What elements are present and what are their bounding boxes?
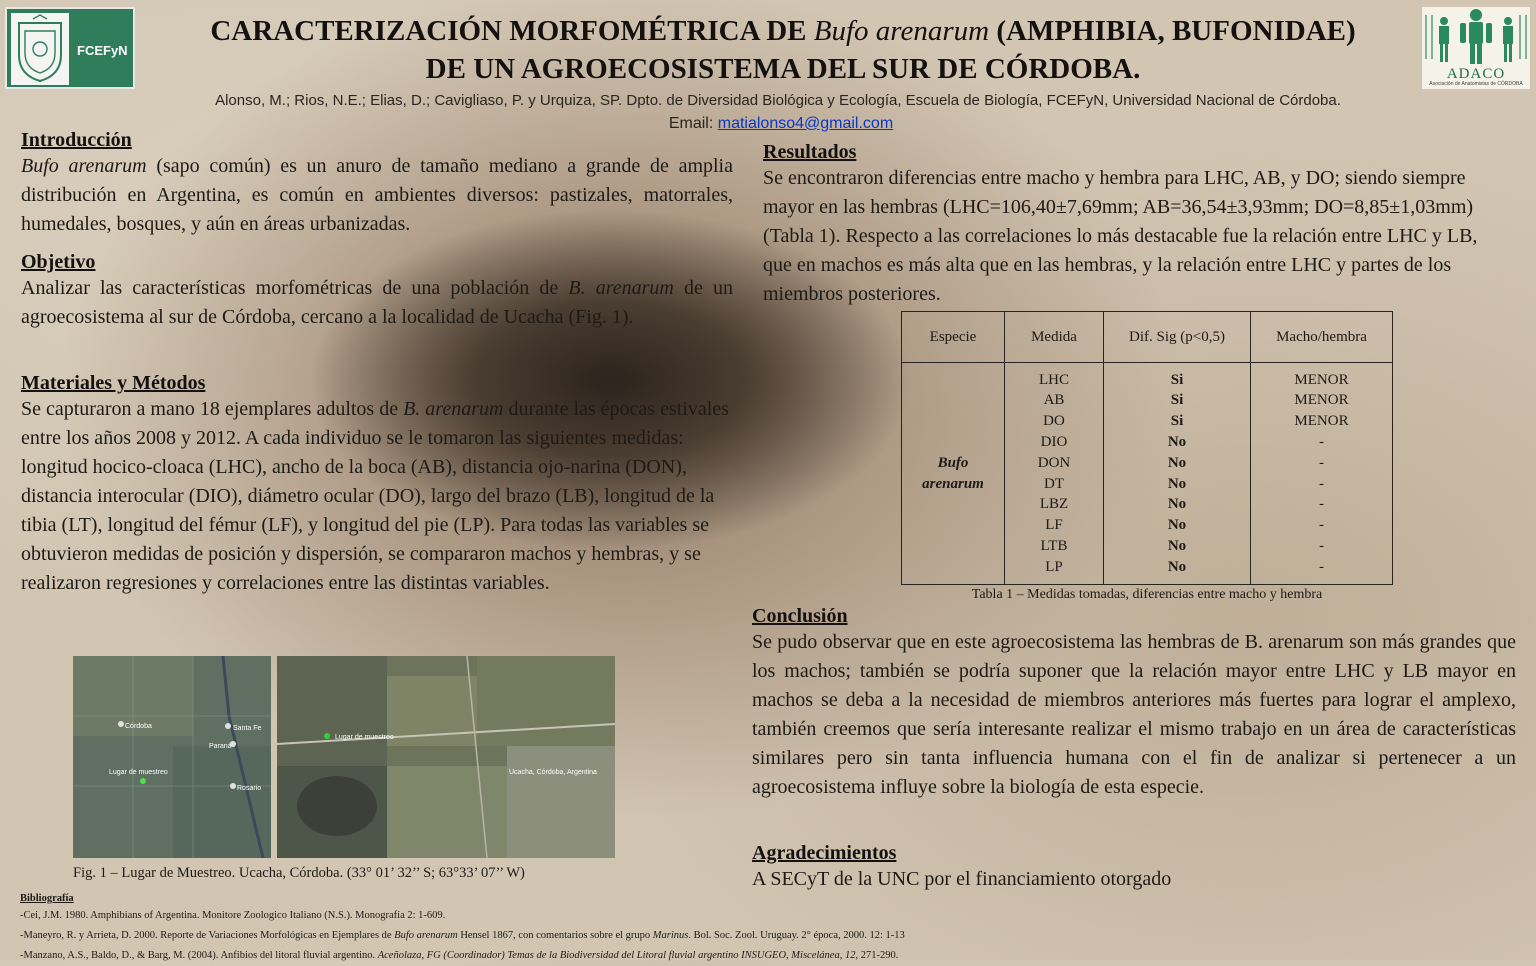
table-caption: Tabla 1 – Medidas tomadas, diferencias entre macho y hembra — [971, 587, 1323, 602]
section-bibliografia — [20, 892, 1270, 966]
heading-bibliografia: Bibliografía — [20, 893, 74, 904]
macho-hembra-column: MENOR MENOR MENOR - - - - - - - — [1251, 363, 1393, 585]
section-objetivo — [21, 250, 733, 332]
reference-1: -Cei, J.M. 1980. Amphibians of Argentina. Monitore Zoologico Italiano (N.S.). Monografía 2: 1-609. — [20, 910, 446, 921]
contact-email: Email: matialonso4@gmail.com — [668, 115, 894, 132]
heading-resultados: Resultados — [763, 141, 857, 163]
heading-conclusion: Conclusión — [752, 605, 848, 627]
intro-text: Bufo arenarum (sapo común) es un anuro de tamaño mediano a grande de amplia distribución en Argentina, es común en ambientes diversos: pastizales, matorrales, humedales, bosques, y aún en áreas urbanizadas. — [21, 155, 733, 235]
adaco-logo-subtitle: Asociación de Anatomistas de CÓRDOBA — [1429, 81, 1523, 87]
table-header: Macho/hembra — [1251, 312, 1393, 363]
heading-introduccion: Introducción — [21, 129, 132, 151]
map-label-rosario: Rosario — [237, 785, 262, 792]
species-cell: Bufo arenarum — [902, 363, 1005, 585]
reference-3: -Manzano, A.S., Baldo, D., & Barg, M. (2004). Anfibios del litoral fluvial argentino. Aceñolaza, FG (Coordinador) Temas de la Biodiversidad del Litoral fluvial argentino INSUGEO, Miscelánea, 12, 271-290. — [20, 950, 899, 961]
materiales-text: Se capturaron a mano 18 ejemplares adultos de B. arenarum durante las épocas estivales entre los años 2008 y 2012. A cada individuo se le tomaron las siguientes medidas: longitud hocico-cloaca (LHC), ancho de la boca (AB), distancia ojo-narina (DON), distancia interocular (DIO), diámetro ocular (DO), largo del brazo (LB), longitud de la tibia (LT), longitud del fémur (LF), y longitud del pie (LP). Para todas las variables se obtuvieron medidas de posición y dispersión, se compararon machos y hembras, y se realizaron regresiones y correlaciones entre las distintas variables. — [21, 398, 729, 594]
map-label-lugar-muestreo: Lugar de muestreo — [109, 769, 168, 776]
reference-2: -Maneyro, R. y Arrieta, D. 2000. Reporte de Variaciones Morfológicas en Ejemplares de Bufo arenarum Hensel 1867, con comentarios sobre el grupo Marinus. Bol. Soc. Zool. Uruguay. 2° época, 2000. 12: 1-13 — [20, 930, 905, 941]
table-header: Medida — [1005, 312, 1104, 363]
dif-sig-column: Si Si Si No No No No No No No — [1104, 363, 1251, 585]
heading-agradecimientos: Agradecimientos — [752, 842, 897, 864]
results-table — [901, 311, 1393, 585]
section-conclusion — [752, 604, 1516, 802]
title-line-1: CARACTERIZACIÓN MORFOMÉTRICA DE Bufo arenarum (AMPHIBIA, BUFONIDAE) — [210, 15, 1356, 47]
adaco-logo — [1422, 7, 1530, 89]
conclusion-text: Se pudo observar que en este agroecosistema las hembras de B. arenarum son más grandes que los machos; también se podría suponer que la relación mayor entre LHC y LB mayor en machos se deba a la necesidad de miembros anteriores más fuertes para lograr el amplexo, también creemos que sería interesante realizar el mismo trabajo en un área de características similares pero sin tanta influencia humana con el fin de analizar si pertenecer a un agroecosistema influye sobre la biología de esta especie. — [752, 631, 1516, 798]
map-label-santa-fe: Santa Fe — [233, 725, 262, 732]
table-header: Especie — [902, 312, 1005, 363]
section-resultados — [763, 140, 1503, 309]
authors-affiliation: Alonso, M.; Rios, N.E.; Elias, D.; Cavigliaso, P. y Urquiza, SP. Dpto. de Diversidad Biológica y Ecología, Escuela de Biología, FCEFyN, Universidad Nacional de Córdoba. — [215, 92, 1341, 109]
map-label-cordoba: Córdoba — [125, 723, 152, 730]
table-header: Dif. Sig (p<0,5) — [1104, 312, 1251, 363]
table-header-row — [902, 312, 1393, 363]
section-introduccion — [21, 128, 733, 239]
title-line-2: DE UN AGROECOSISTEMA DEL SUR DE CÓRDOBA. — [425, 53, 1141, 85]
figure-caption: Fig. 1 – Lugar de Muestreo. Ucacha, Córdoba. (33° 01’ 32’’ S; 63°33’ 07’’ W) — [73, 865, 525, 881]
map-label-ucacha: Ucacha, Córdoba, Argentina — [509, 769, 597, 776]
fcefyn-logo — [5, 7, 135, 89]
anatomy-figures-icon — [1422, 7, 1530, 67]
email-link[interactable]: matialonso4@gmail.com — [717, 115, 894, 132]
local-satellite-map — [277, 656, 615, 858]
title-species: Bufo arenarum — [813, 15, 990, 47]
resultados-text: Se encontraron diferencias entre macho y hembra para LHC, AB, y DO; siendo siempre mayor en las hembras (LHC=106,40±7,69mm; AB=36,54±3,93mm; DO=8,85±1,03mm) (Tabla 1). Respecto a las correlaciones lo más destacable fue la relación entre LHC y LB, que en machos es más alta que en las hembras, y la relación entre LHC y partes de los miembros posteriores. — [763, 167, 1478, 305]
fcefyn-logo-text: FCEFyN — [77, 43, 128, 58]
heading-materiales-metodos: Materiales y Métodos — [21, 372, 206, 394]
poster-title — [140, 12, 1426, 88]
section-materiales-metodos — [21, 371, 733, 598]
heading-objetivo: Objetivo — [21, 251, 96, 273]
adaco-logo-text: ADACO — [1446, 66, 1506, 82]
map-label-sample-site: Lugar de muestreo — [335, 734, 394, 741]
map-label-parana: Paraná — [209, 743, 232, 750]
regional-satellite-map — [73, 656, 271, 858]
objetivo-text: Analizar las características morfométricas de una población de B. arenarum de un agroecosistema al sur de Córdoba, cercano a la localidad de Ucacha (Fig. 1). — [21, 277, 733, 328]
university-crest-icon — [11, 13, 69, 85]
medida-column: LHC AB DO DIO DON DT LBZ LF LTB LP — [1005, 363, 1104, 585]
section-agradecimientos — [752, 841, 1452, 894]
agradecimientos-text: A SECyT de la UNC por el financiamiento otorgado — [752, 868, 1172, 890]
table-row — [902, 363, 1393, 585]
